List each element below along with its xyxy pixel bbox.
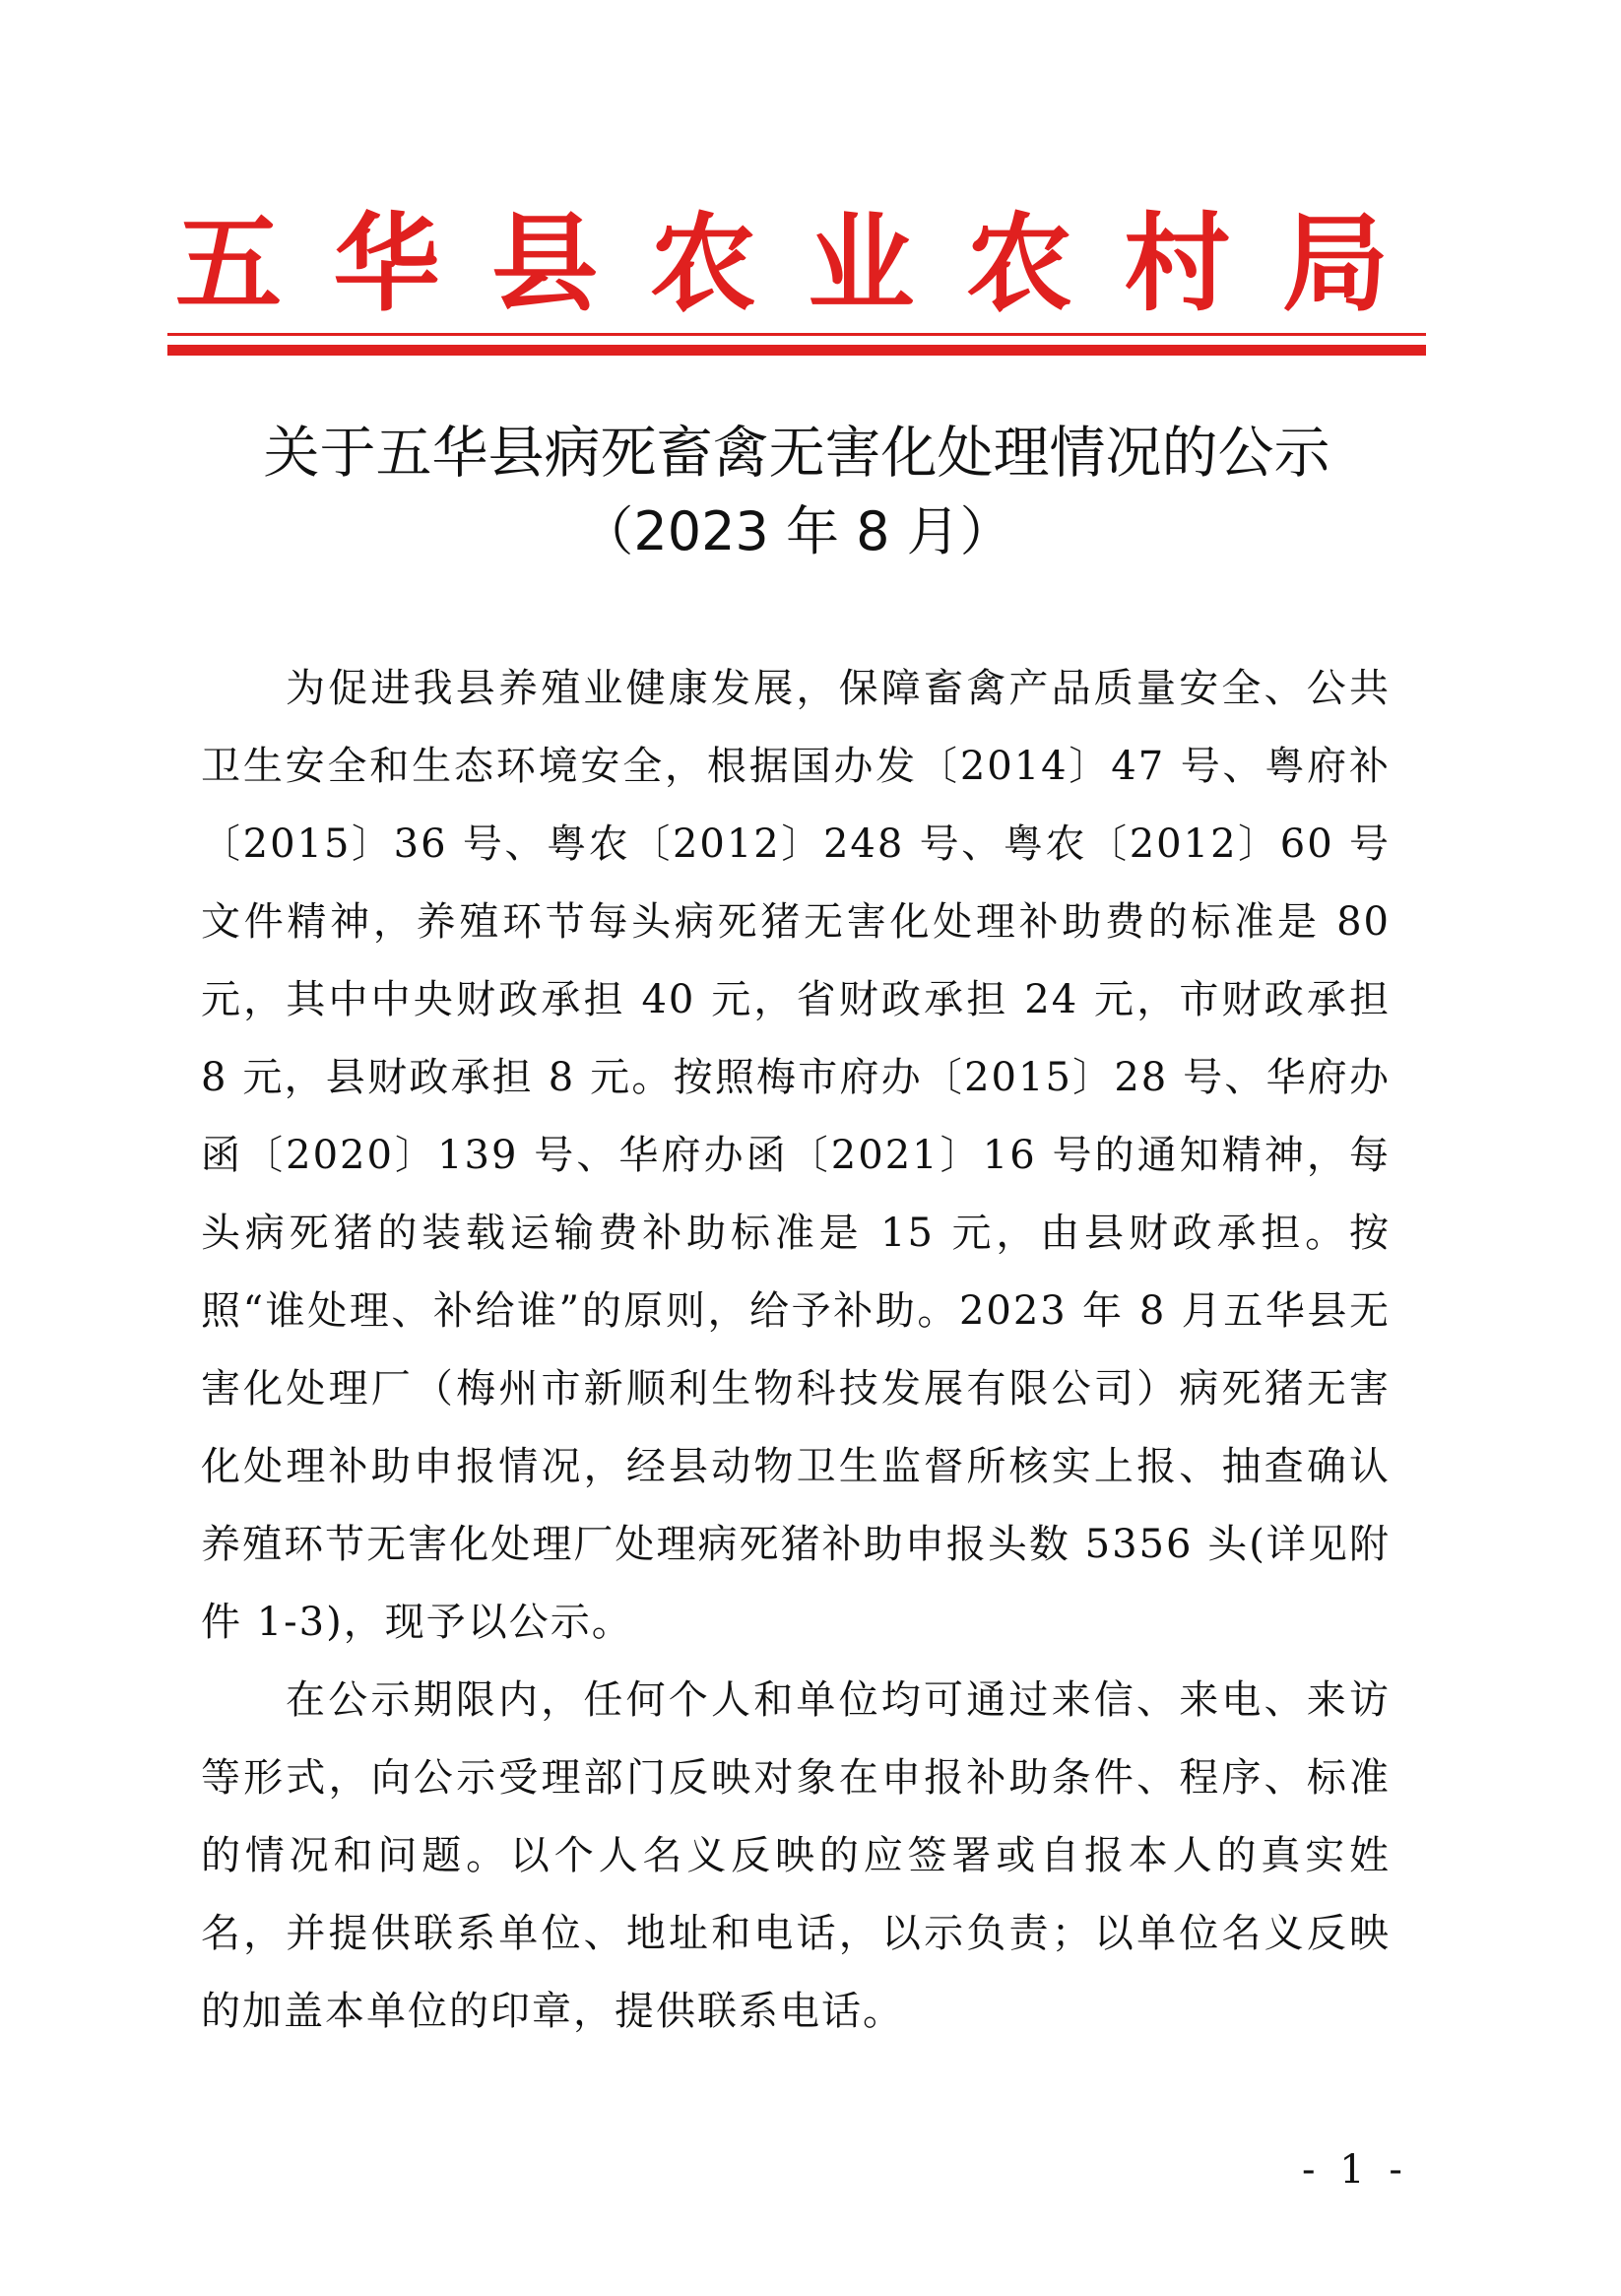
letterhead-char: 业 <box>808 202 915 326</box>
document-body <box>201 650 1391 2051</box>
page-number: - 1 - <box>1302 2147 1408 2193</box>
document-subtitle: （2023 年 8 月） <box>580 500 1013 562</box>
body-paragraph: 为促进我县养殖业健康发展，保障畜禽产品质量安全、公共卫生安全和生态环境安全，根据国办发〔2014〕47 号、粤府补〔2015〕36 号、粤农〔2012〕248 号、粤农〔2012〕60 号文件精神，养殖环节每头病死猪无害化处理补助费的标准是 80 元，其中中央财政承担 40 元，省财政承担 24 元，市财政承担 8 元，县财政承担 8 元。按照梅市府办〔2015〕28 号、华府办函〔2020〕139 号、华府办函〔2021〕16 号的通知精神，每头病死猪的装载运输费补助标准是 15 元，由县财政承担。按照“谁处理、补给谁”的原则，给予补助。2023 年 8 月五华县无害化处理厂（梅州市新顺利生物科技发展有限公司）病死猪无害化处理补助申报情况，经县动物卫生监督所核实上报、抽查确认养殖环节无害化处理厂处理病死猪补助申报头数 5356 头(详见附件 1-3)，现予以公示。 <box>201 666 1391 1645</box>
letterhead-char: 农 <box>965 202 1072 326</box>
letterhead-title <box>175 202 1389 326</box>
document-title <box>167 414 1426 492</box>
document-title-text: 关于五华县病死畜禽无害化处理情况的公示 <box>263 421 1330 486</box>
body-paragraph: 在公示期限内，任何个人和单位均可通过来信、来电、来访等形式，向公示受理部门反映对象在申报补助条件、程序、标准的情况和问题。以个人名义反映的应签署或自报本人的真实姓名，并提供联系单位、地址和电话，以示负责；以单位名义反映的加盖本单位的印章，提供联系电话。 <box>201 1677 1391 2034</box>
letterhead-char: 县 <box>491 202 599 326</box>
letterhead-char: 农 <box>649 202 756 326</box>
letterhead-rule-thin <box>167 333 1426 336</box>
letterhead-char: 华 <box>333 202 440 326</box>
letterhead-char: 村 <box>1124 202 1231 326</box>
letterhead-rule-thick <box>167 345 1426 356</box>
letterhead-char: 局 <box>1281 202 1389 326</box>
letterhead-char: 五 <box>175 202 283 326</box>
